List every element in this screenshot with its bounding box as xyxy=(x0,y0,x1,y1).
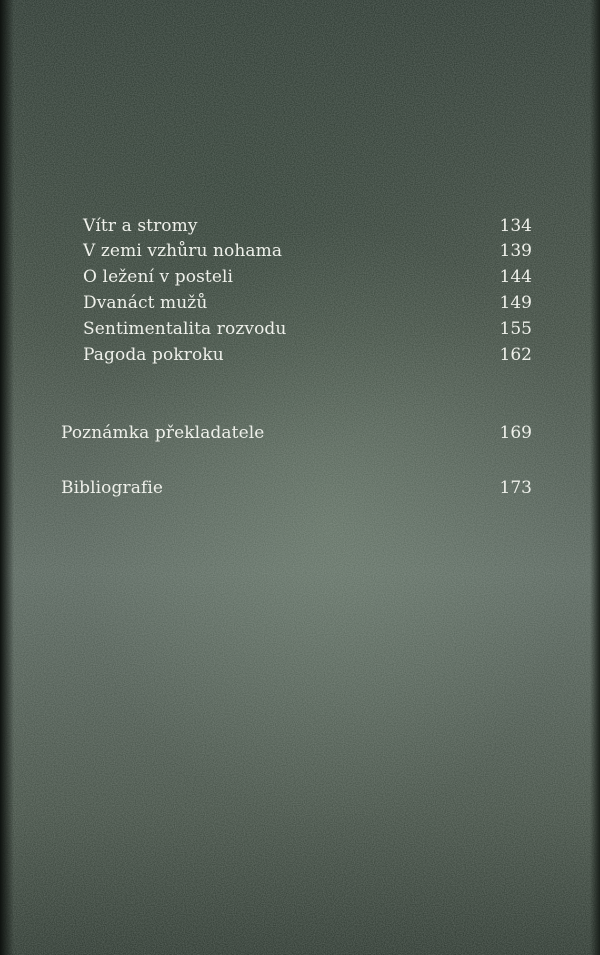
toc-entry-title: Pagoda pokroku xyxy=(83,345,224,365)
toc-entry-page: 134 xyxy=(499,216,532,236)
toc-entry-title: Poznámka překladatele xyxy=(61,423,265,443)
toc-entry-title: Vítr a stromy xyxy=(83,216,198,236)
toc-entry-page: 169 xyxy=(499,423,532,443)
toc-entry xyxy=(0,290,600,316)
toc-entry-title: Bibliografie xyxy=(61,478,164,498)
toc-entry-page: 139 xyxy=(499,241,532,261)
toc-entry xyxy=(0,238,600,264)
toc-entry-title: O ležení v posteli xyxy=(83,267,234,287)
toc-entry xyxy=(0,420,600,446)
toc-entry-title: V zemi vzhůru nohama xyxy=(83,241,283,261)
toc-entry xyxy=(0,475,600,501)
toc-entry xyxy=(0,316,600,342)
toc-entry-page: 155 xyxy=(499,319,532,339)
toc-entry-title: Sentimentalita rozvodu xyxy=(83,319,287,339)
toc-entry xyxy=(0,342,600,368)
toc-entry xyxy=(0,264,600,290)
toc-entry-page: 173 xyxy=(499,478,532,498)
toc-entry-page: 144 xyxy=(499,267,532,287)
toc-entry-page: 162 xyxy=(499,345,532,365)
toc-entry-page: 149 xyxy=(499,293,532,313)
toc-entry xyxy=(0,213,600,239)
toc-entry-title: Dvanáct mužů xyxy=(83,293,208,313)
